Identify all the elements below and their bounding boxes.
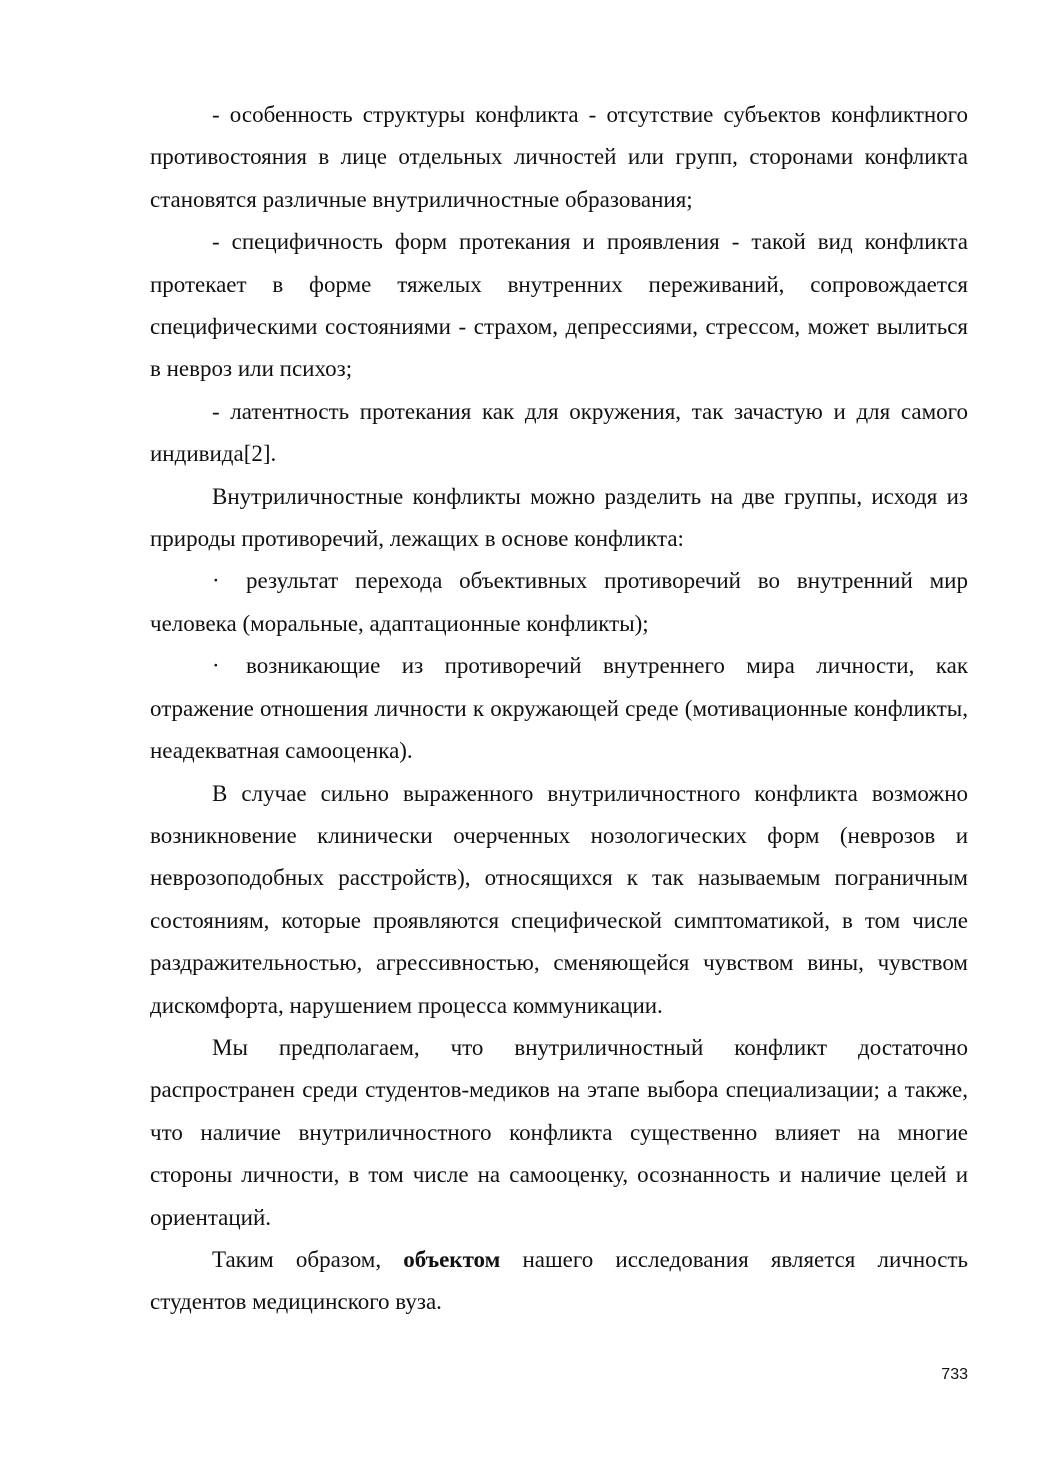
paragraph-specific-forms: - специфичность форм протекания и проявления - такой вид конфликта протекает в форме тяжелых внутренних переживаний, сопровождается специфическими состояниями - страхом, депрессиями, стрессом, может вылиться в невроз или психоз; [150, 229, 968, 382]
paragraph-two-groups: Внутриличностные конфликты можно разделить на две группы, исходя из природы противоречий, лежащих в основе конфликта: [150, 483, 968, 552]
paragraph-research-object [150, 1239, 968, 1324]
research-object-lead: Таким образом, [212, 1246, 404, 1272]
page-number: 733 [941, 1366, 968, 1383]
list-item-text: возникающие из противоречий внутреннего мира личности, как отражение отношения личности к окружающей среде (мотивационные конфликты, неадекватная самооценка). [150, 653, 968, 764]
bullet-marker: · [212, 568, 220, 594]
body-text [150, 94, 968, 1324]
list-item-objective-contradictions [150, 560, 968, 645]
bullet-marker: · [212, 653, 220, 679]
research-object-rest: нашего исследования является личность студентов медицинского вуза. [150, 1246, 968, 1315]
research-object-term: объектом [403, 1246, 501, 1272]
paragraph-conflict-structure: - особенность структуры конфликта - отсутствие субъектов конфликтного противостояния в лице отдельных личностей или групп, сторонами конфликта становятся различные внутриличностные образования; [150, 102, 968, 212]
paragraph-latency: - латентность протекания как для окружения, так зачастую и для самого индивида[2]. [150, 398, 968, 467]
paragraph-severe-conflict: В случае сильно выраженного внутриличностного конфликта возможно возникновение клинически очерченных нозологических форм (неврозов и неврозоподобных расстройств), относящихся к так называемым пограничным состояниям, которые проявляются специфической симптоматикой, в том числе раздражительностью, агрессивностью, сменяющейся чувством вины, чувством дискомфорта, нарушением процесса коммуникации. [150, 780, 968, 1018]
paragraph-hypothesis: Мы предполагаем, что внутриличностный конфликт достаточно распространен среди студентов-медиков на этапе выбора специализации; а также, что наличие внутриличностного конфликта существенно влияет на многие стороны личности, в том числе на самооценку, осознанность и наличие целей и ориентаций. [150, 1034, 968, 1230]
list-item-text: результат перехода объективных противоречий во внутренний мир человека (моральные, адаптационные конфликты); [150, 568, 968, 636]
list-item-inner-contradictions [150, 645, 968, 772]
